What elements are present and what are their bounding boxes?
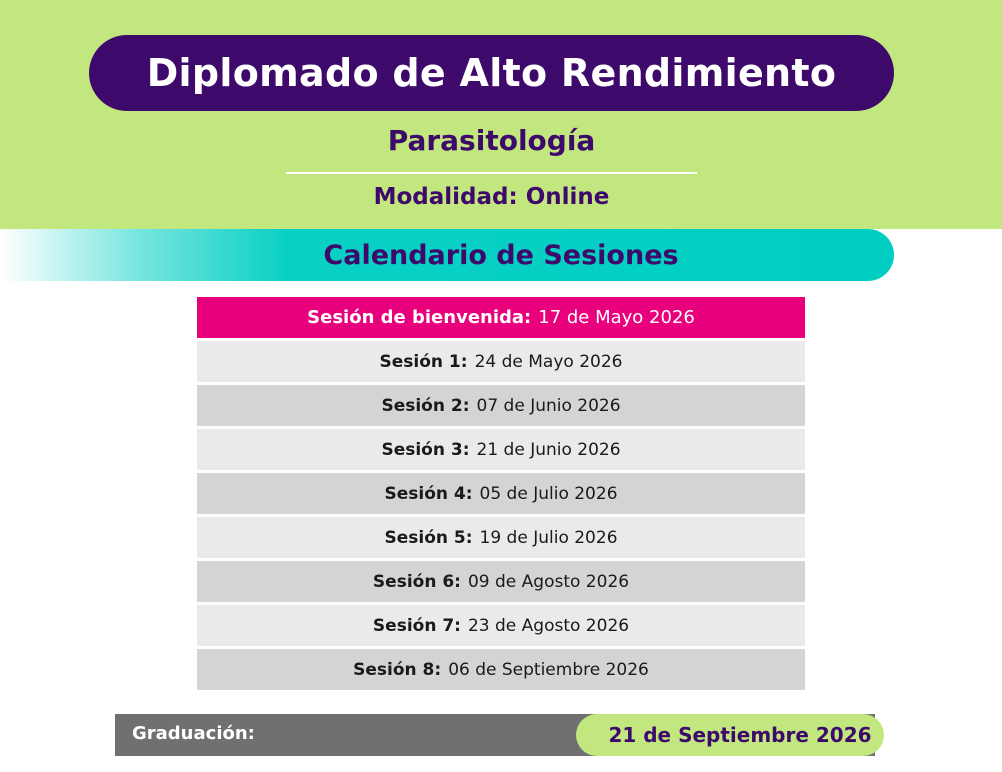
graduation-label: Graduación: bbox=[132, 723, 255, 744]
title-banner bbox=[89, 35, 894, 111]
session-label: Sesión 8: bbox=[353, 659, 442, 680]
page-title: Diplomado de Alto Rendimiento bbox=[146, 51, 837, 95]
modality-text: Modalidad: Online bbox=[373, 184, 610, 210]
session-row bbox=[197, 385, 805, 426]
session-date: 09 de Agosto 2026 bbox=[467, 571, 630, 592]
session-date: 07 de Junio 2026 bbox=[476, 395, 621, 416]
session-label: Sesión 4: bbox=[384, 483, 473, 504]
sessions-table bbox=[197, 297, 805, 693]
session-label: Sesión 2: bbox=[381, 395, 470, 416]
session-row bbox=[197, 473, 805, 514]
course-subtitle: Parasitología bbox=[387, 124, 596, 157]
graduation-date: 21 de Septiembre 2026 bbox=[608, 723, 872, 747]
session-label: Sesión 7: bbox=[372, 615, 461, 636]
session-row bbox=[197, 649, 805, 690]
session-date: 19 de Julio 2026 bbox=[479, 527, 618, 548]
session-row bbox=[197, 341, 805, 382]
session-date: 21 de Junio 2026 bbox=[476, 439, 621, 460]
session-row bbox=[197, 561, 805, 602]
session-label: Sesión 6: bbox=[372, 571, 461, 592]
subtitle-divider bbox=[286, 172, 697, 174]
session-row bbox=[197, 517, 805, 558]
session-row bbox=[197, 429, 805, 470]
graduation-date-pill bbox=[576, 714, 884, 756]
session-date: 23 de Agosto 2026 bbox=[467, 615, 630, 636]
session-date: 05 de Julio 2026 bbox=[479, 483, 618, 504]
welcome-session-row bbox=[197, 297, 805, 338]
session-label: Sesión 5: bbox=[384, 527, 473, 548]
calendar-title: Calendario de Sesiones bbox=[323, 239, 679, 271]
calendar-banner bbox=[0, 229, 894, 281]
session-date: 06 de Septiembre 2026 bbox=[448, 659, 649, 680]
welcome-session-date: 17 de Mayo 2026 bbox=[538, 307, 695, 328]
session-date: 24 de Mayo 2026 bbox=[474, 351, 623, 372]
session-label: Sesión 3: bbox=[381, 439, 470, 460]
welcome-session-label: Sesión de bienvenida: bbox=[307, 307, 532, 328]
session-label: Sesión 1: bbox=[379, 351, 468, 372]
session-row bbox=[197, 605, 805, 646]
